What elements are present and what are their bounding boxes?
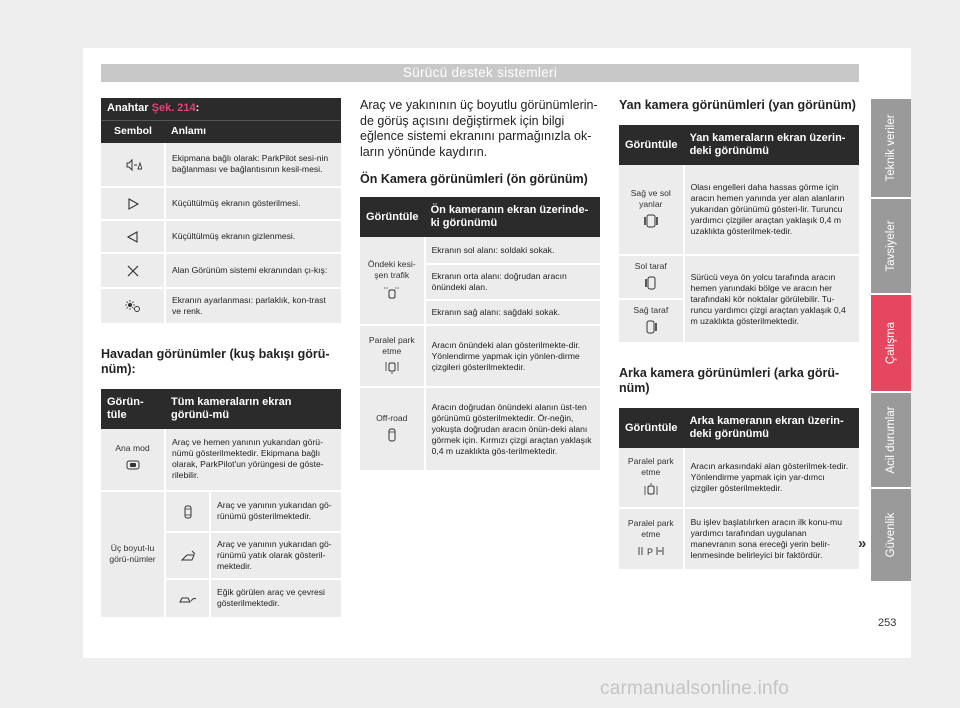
page-number: 253 (878, 617, 897, 629)
parallel-park-front-icon (383, 361, 401, 375)
close-x-icon (124, 264, 142, 278)
table-row (360, 387, 600, 471)
key-meaning: Küçültülmüş ekranın gösterilmesi. (165, 187, 341, 220)
table-row (101, 491, 341, 618)
row-label: Sol taraf (634, 261, 667, 271)
front-col-view: Görüntüle (360, 197, 425, 237)
caption-suffix: : (195, 102, 200, 114)
row-text: Ekranın sol alanı: soldaki sokak. (425, 237, 600, 264)
row-text: Araç ve yanının yukarıdan gö-rünümü yatık olarak gösteril-mektedir. (210, 532, 341, 579)
row-text: Ekranın sağ alanı: sağdaki sokak. (425, 300, 600, 325)
intro-paragraph: Araç ve yakınının üç boyutlu görünümlerin-de görüş açısını değiştirmek için bilgi eğlence sistemi ekranını parmağınızla ok-ların yönünde kaydırın. (360, 98, 598, 159)
side-camera-table (619, 125, 859, 344)
figure-reference-link[interactable]: Şek. 214 (151, 102, 196, 114)
tab-safety[interactable]: Güvenlik (871, 489, 911, 581)
tab-emergencies[interactable]: Acil durumlar (871, 393, 911, 487)
car-both-sides-icon (642, 214, 660, 228)
key-table-caption (101, 98, 341, 120)
row-text: Eğik görülen araç ve çevresi gösterilmektedir. (210, 579, 341, 617)
brightness-settings-icon (124, 299, 142, 313)
rear-camera-table (619, 408, 859, 571)
row-label: Üç boyut-lu görü-nümler (109, 543, 156, 564)
table-row (360, 325, 600, 387)
cross-traffic-front-icon (383, 285, 401, 299)
parkpilot-sound-icon (124, 158, 142, 172)
front-camera-table (360, 197, 600, 472)
offroad-car-icon (383, 428, 401, 442)
rear-col-desc: Arka kameranın ekran üzerin-deki görünümü (684, 408, 859, 448)
row-text: Araç ve yanının yukarıdan gö-rünümü gösterilmektedir. (210, 492, 341, 532)
car-right-side-icon (642, 320, 660, 334)
triangle-left-icon (124, 230, 142, 244)
side-col-view: Görüntüle (619, 125, 684, 165)
table-row (101, 253, 341, 288)
column-middle (360, 98, 600, 472)
row-text: Araç ve hemen yanının yukarıdan görü-nümü gösterilmektedir. Ekipmana bağlı olarak, ParkPilot'un yörüngesi de göste-rilebilir. (165, 429, 341, 491)
park-assist-letter: P (646, 546, 653, 557)
row-label: Paralel park etme (627, 456, 674, 477)
table-row (101, 220, 341, 253)
car-left-side-icon (642, 276, 660, 290)
tab-technical-data[interactable]: Teknik veriler (871, 99, 911, 197)
column-right (619, 98, 859, 571)
side-title: Yan kamera görünümleri (yan görünüm) (619, 98, 856, 112)
row-text: Ekranın orta alanı: doğrudan aracın önündeki alan. (425, 264, 600, 300)
column-left (101, 98, 341, 619)
continue-mark: » (858, 535, 867, 552)
triangle-right-icon (124, 197, 142, 211)
main-mode-icon (124, 458, 142, 472)
row-text: Olası engelleri daha hassas görme için aracın hemen yanında yer alan alanların yukarıdan görünümü gösteri-lir. Turuncu yardımcı çizgiler araçtan yaklaşık 0,4 m uzaklıkta gösterilmek-tedir. (684, 165, 859, 255)
key-meaning: Alan Görünüm sistemi ekranından çı-kış: (165, 253, 341, 288)
row-label: Öndeki kesi-şen trafik (367, 259, 416, 280)
front-col-desc: Ön kameranın ekran üzerinde-ki görünümü (425, 197, 600, 237)
key-meaning: Küçültülmüş ekranın gizlenmesi. (165, 220, 341, 253)
table-row (619, 508, 859, 570)
page-header: Sürücü destek sistemleri (101, 64, 859, 82)
key-col-symbol: Sembol (101, 121, 165, 143)
caption-prefix: Anahtar (107, 102, 149, 114)
row-label: Paralel park etme (368, 334, 415, 356)
birdseye-col-all: Tüm kameraların ekran görünü-mü (165, 389, 341, 429)
car-tilted-view-icon (179, 549, 197, 563)
table-row (101, 187, 341, 220)
row-text: Aracın önündeki alan gösterilmekte-dir. Yönlendirme yapmak için yönlen-dirme çizgileri gösterilmektedir. (425, 325, 600, 387)
key-meaning: Ekipmana bağlı olarak: ParkPilot sesi-nin bağlanması ve bağlantısının kesil-mesi. (165, 143, 341, 187)
row-label: Sağ ve sol yanlar (630, 188, 671, 209)
car-top-view-icon (179, 505, 197, 519)
row-text: Bu işlev başlatılırken aracın ilk konu-mu yardımcı tarafından uygulanan manevranın sona ereceği yerin belir-lenmesinde belirleyici bir faktördür. (684, 508, 859, 570)
row-label: Paralel park etme (627, 517, 674, 539)
key-col-meaning: Anlamı (165, 121, 341, 143)
row-label: Ana mod (115, 443, 150, 453)
row-text: Aracın arkasındaki alan gösterilmek-tedir. Yönlendirme yapmak için yar-dımcı çizgiler gösterilmektedir. (684, 448, 859, 508)
park-assist-icon (636, 544, 666, 558)
rear-title: Arka kamera görünümleri (arka görü-nüm) (619, 366, 840, 395)
car-oblique-view-icon (179, 592, 197, 606)
side-col-desc: Yan kameraların ekran üzerin-deki görünümü (684, 125, 859, 165)
tab-tips[interactable]: Tavsiyeler (871, 199, 911, 293)
birdseye-col-view: Görün-tüle (101, 389, 165, 429)
table-row (619, 255, 859, 299)
table-row (101, 143, 341, 187)
tab-operation[interactable]: Çalışma (871, 295, 911, 391)
table-row (101, 288, 341, 324)
row-label: Off-road (376, 413, 408, 423)
birdseye-title: Havadan görünümler (kuş bakışı görü-nüm): (101, 346, 330, 376)
parallel-park-rear-icon (642, 482, 660, 496)
watermark: carmanualsonline.info (600, 678, 790, 699)
front-title: Ön Kamera görünümleri (ön görünüm) (360, 172, 588, 186)
row-text: Sürücü veya ön yolcu tarafında aracın hemen yanındaki bölge ve aracın her tarafındaki kör noktalar görülebilir. Tu-runcu yardımcı çizgi araçtan yaklaşık 0,4 m uzaklıkta gösterilmektedir. (684, 255, 859, 343)
birdseye-table (101, 389, 341, 619)
row-label: Sağ taraf (633, 305, 669, 315)
key-meaning: Ekranın ayarlanması: parlaklık, kon-trast ve renk. (165, 288, 341, 324)
row-text: Aracın doğrudan önündeki alanın üst-ten görünümü gösterilmektedir. Ör-neğin, yokuşta doğrudan aracın önün-deki alanı görmek için. Kırmızı çizgi araçtan yaklaşık 0,4 m uzaklıkta gös-terilmektedir. (425, 387, 600, 471)
table-row (101, 429, 341, 491)
table-row (619, 165, 859, 255)
rear-col-view: Görüntüle (619, 408, 684, 448)
table-row (619, 448, 859, 508)
table-row (360, 237, 600, 264)
key-table (101, 120, 341, 325)
